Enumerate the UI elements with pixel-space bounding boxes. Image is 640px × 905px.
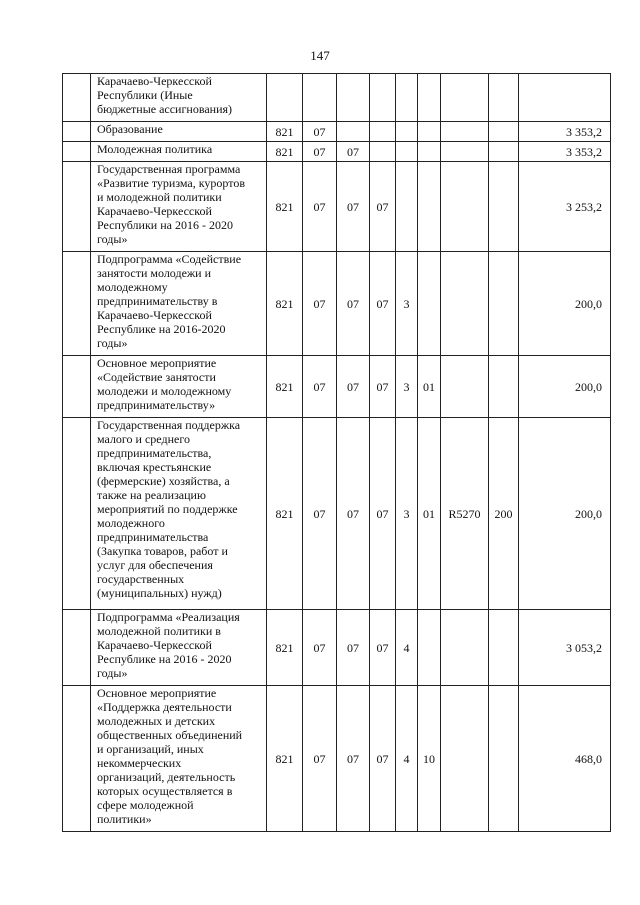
- subsection-code: 07: [337, 142, 370, 162]
- table-row: [63, 252, 611, 356]
- item-name: [91, 686, 267, 832]
- item-name: [91, 162, 267, 252]
- subprogram-code: 4: [396, 610, 418, 686]
- ministry-code: 821: [267, 162, 303, 252]
- program-code: 07: [370, 356, 396, 418]
- ministry-code: 821: [267, 122, 303, 142]
- table-row: [63, 356, 611, 418]
- expense-type-code: [489, 142, 519, 162]
- direction-code: [441, 356, 489, 418]
- ministry-code: 821: [267, 418, 303, 610]
- activity-code: [418, 142, 441, 162]
- expense-type-code: [489, 686, 519, 832]
- row-marker-cell: [63, 122, 91, 142]
- expense-type-code: [489, 74, 519, 122]
- section-code: 07: [303, 610, 337, 686]
- table-row: [63, 74, 611, 122]
- ministry-code: 821: [267, 252, 303, 356]
- section-code: 07: [303, 122, 337, 142]
- direction-code: R5270: [441, 418, 489, 610]
- item-name-text: Подпрограмма «Содействие занятости молодежи и молодежному предпринимательству в Карачаево-Черкесской Республике на 2016-2020 годы»: [97, 252, 242, 350]
- ministry-code: [267, 74, 303, 122]
- activity-code: 01: [418, 356, 441, 418]
- section-code: 07: [303, 252, 337, 356]
- table-row: [63, 162, 611, 252]
- subsection-code: 07: [337, 686, 370, 832]
- table-row: [63, 418, 611, 610]
- row-marker-cell: [63, 418, 91, 610]
- program-code: [370, 122, 396, 142]
- direction-code: [441, 74, 489, 122]
- table-row: [63, 142, 611, 162]
- program-code: 07: [370, 252, 396, 356]
- subsection-code: [337, 74, 370, 122]
- item-name-text: Основное мероприятие «Содействие занятости молодежи и молодежному предпринимательству»: [97, 356, 232, 412]
- amount: 200,0: [519, 252, 611, 356]
- table-row: [63, 610, 611, 686]
- amount: 468,0: [519, 686, 611, 832]
- item-name: [91, 142, 267, 162]
- subprogram-code: [396, 122, 418, 142]
- table-row: [63, 122, 611, 142]
- item-name-text: Государственная поддержка малого и среднего предпринимательства, включая крестьянские (фермерские) хозяйства, а также на реализацию мероприятий по поддержке молодежного предпринимательства (Закупка товаров, работ и услуг для обеспечения государственных (муниципальных) нужд): [97, 418, 241, 600]
- item-name: [91, 252, 267, 356]
- program-code: [370, 142, 396, 162]
- amount: 3 253,2: [519, 162, 611, 252]
- item-name-text: Молодежная политика: [97, 142, 213, 156]
- item-name-text: Образование: [97, 122, 163, 136]
- ministry-code: 821: [267, 610, 303, 686]
- amount: 3 353,2: [519, 122, 611, 142]
- amount: 200,0: [519, 356, 611, 418]
- activity-code: [418, 122, 441, 142]
- subsection-code: 07: [337, 252, 370, 356]
- subprogram-code: [396, 142, 418, 162]
- subsection-code: 07: [337, 162, 370, 252]
- item-name-text: Карачаево-Черкесской Республики (Иные бюджетные ассигнования): [97, 74, 233, 116]
- amount: 3 053,2: [519, 610, 611, 686]
- subsection-code: [337, 122, 370, 142]
- program-code: 07: [370, 418, 396, 610]
- table-row: [63, 686, 611, 832]
- expense-type-code: [489, 122, 519, 142]
- direction-code: [441, 122, 489, 142]
- program-code: 07: [370, 610, 396, 686]
- page-number: 147: [310, 48, 330, 63]
- expense-type-code: [489, 162, 519, 252]
- subsection-code: 07: [337, 418, 370, 610]
- program-code: 07: [370, 162, 396, 252]
- row-marker-cell: [63, 610, 91, 686]
- row-marker-cell: [63, 162, 91, 252]
- subprogram-code: [396, 74, 418, 122]
- direction-code: [441, 610, 489, 686]
- item-name: [91, 122, 267, 142]
- ministry-code: 821: [267, 686, 303, 832]
- expense-type-code: [489, 610, 519, 686]
- activity-code: [418, 74, 441, 122]
- ministry-code: 821: [267, 356, 303, 418]
- row-marker-cell: [63, 252, 91, 356]
- subprogram-code: 4: [396, 686, 418, 832]
- activity-code: [418, 252, 441, 356]
- section-code: 07: [303, 142, 337, 162]
- section-code: 07: [303, 418, 337, 610]
- activity-code: 10: [418, 686, 441, 832]
- activity-code: [418, 162, 441, 252]
- item-name: [91, 74, 267, 122]
- amount: 3 353,2: [519, 142, 611, 162]
- section-code: 07: [303, 162, 337, 252]
- item-name-text: Государственная программа «Развитие туризма, курортов и молодежной политики Карачаево-Черкесской Республики на 2016 - 2020 годы»: [97, 162, 245, 246]
- subprogram-code: [396, 162, 418, 252]
- section-code: 07: [303, 686, 337, 832]
- program-code: [370, 74, 396, 122]
- subprogram-code: 3: [396, 252, 418, 356]
- budget-table: [62, 73, 611, 832]
- activity-code: [418, 610, 441, 686]
- amount: [519, 74, 611, 122]
- subsection-code: 07: [337, 356, 370, 418]
- activity-code: 01: [418, 418, 441, 610]
- program-code: 07: [370, 686, 396, 832]
- direction-code: [441, 686, 489, 832]
- direction-code: [441, 162, 489, 252]
- item-name-text: Основное мероприятие «Поддержка деятельности молодежных и детских общественных объединений и организаций, иных некоммерческих организаций, деятельность которых осуществляется в сфере молодежной политики»: [97, 686, 243, 826]
- item-name-text: Подпрограмма «Реализация молодежной политики в Карачаево-Черкесской Республике на 2016 - 2020 годы»: [97, 610, 240, 680]
- item-name: [91, 610, 267, 686]
- row-marker-cell: [63, 686, 91, 832]
- item-name: [91, 356, 267, 418]
- row-marker-cell: [63, 356, 91, 418]
- subprogram-code: 3: [396, 418, 418, 610]
- item-name: [91, 418, 267, 610]
- row-marker-cell: [63, 142, 91, 162]
- ministry-code: 821: [267, 142, 303, 162]
- subsection-code: 07: [337, 610, 370, 686]
- expense-type-code: [489, 356, 519, 418]
- amount: 200,0: [519, 418, 611, 610]
- section-code: 07: [303, 356, 337, 418]
- expense-type-code: 200: [489, 418, 519, 610]
- section-code: [303, 74, 337, 122]
- subprogram-code: 3: [396, 356, 418, 418]
- direction-code: [441, 252, 489, 356]
- direction-code: [441, 142, 489, 162]
- row-marker-cell: [63, 74, 91, 122]
- expense-type-code: [489, 252, 519, 356]
